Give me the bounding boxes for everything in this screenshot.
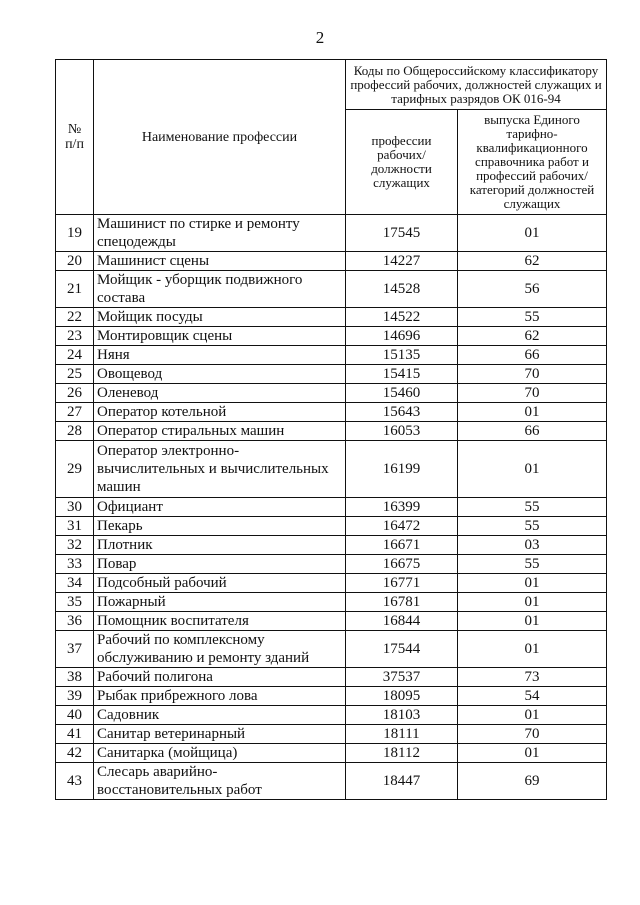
profession-name: Плотник [94,536,346,555]
etks-code: 55 [458,517,607,536]
professions-table [55,59,607,800]
table-row [56,346,607,365]
row-number: 19 [56,215,94,252]
etks-code: 62 [458,327,607,346]
etks-code: 55 [458,498,607,517]
table-body [56,215,607,800]
row-number: 21 [56,271,94,308]
row-number: 24 [56,346,94,365]
etks-code: 01 [458,441,607,498]
profession-code: 14696 [346,327,458,346]
profession-name: Официант [94,498,346,517]
table-row [56,668,607,687]
profession-code: 37537 [346,668,458,687]
row-number: 26 [56,384,94,403]
profession-code: 18111 [346,725,458,744]
profession-code: 18103 [346,706,458,725]
row-number: 37 [56,631,94,668]
profession-code: 15643 [346,403,458,422]
profession-code: 15415 [346,365,458,384]
table-row [56,593,607,612]
row-number: 40 [56,706,94,725]
etks-code: 70 [458,384,607,403]
row-number: 34 [56,574,94,593]
header-code-etks: выпуска Единого тарифно-квалификационного справочника работ и профессий рабочих/категорий должностей служащих [458,110,607,215]
etks-code: 70 [458,725,607,744]
row-number: 22 [56,308,94,327]
profession-name: Пожарный [94,593,346,612]
profession-code: 16399 [346,498,458,517]
table-row [56,252,607,271]
etks-code: 01 [458,612,607,631]
profession-name: Помощник воспитателя [94,612,346,631]
table-row [56,574,607,593]
profession-name: Оленевод [94,384,346,403]
row-number: 32 [56,536,94,555]
profession-code: 16844 [346,612,458,631]
row-number: 38 [56,668,94,687]
profession-name: Подсобный рабочий [94,574,346,593]
profession-code: 17544 [346,631,458,668]
table-row [56,498,607,517]
table-row [56,441,607,498]
row-number: 39 [56,687,94,706]
profession-code: 16771 [346,574,458,593]
table-row [56,536,607,555]
table-row [56,763,607,800]
table-row [56,403,607,422]
profession-name: Рыбак прибрежного лова [94,687,346,706]
etks-code: 66 [458,346,607,365]
profession-name: Мойщик посуды [94,308,346,327]
row-number: 28 [56,422,94,441]
row-number: 33 [56,555,94,574]
row-number: 30 [56,498,94,517]
etks-code: 73 [458,668,607,687]
profession-name: Оператор стиральных машин [94,422,346,441]
etks-code: 01 [458,215,607,252]
profession-name: Садовник [94,706,346,725]
table-row [56,365,607,384]
etks-code: 01 [458,574,607,593]
profession-name: Овощевод [94,365,346,384]
profession-code: 15135 [346,346,458,365]
table-row [56,744,607,763]
etks-code: 01 [458,403,607,422]
profession-name: Рабочий по комплексному обслуживанию и ремонту зданий [94,631,346,668]
row-number: 29 [56,441,94,498]
profession-name: Санитарка (мойщица) [94,744,346,763]
table-row [56,422,607,441]
etks-code: 56 [458,271,607,308]
row-number: 20 [56,252,94,271]
etks-code: 62 [458,252,607,271]
table-row [56,631,607,668]
profession-name: Рабочий полигона [94,668,346,687]
header-code-profession: профессии рабочих/ должности служащих [346,110,458,215]
profession-code: 16199 [346,441,458,498]
profession-code: 14227 [346,252,458,271]
profession-code: 16675 [346,555,458,574]
profession-name: Мойщик - уборщик подвижного состава [94,271,346,308]
profession-code: 16781 [346,593,458,612]
table-row [56,725,607,744]
profession-name: Машинист по стирке и ремонту спецодежды [94,215,346,252]
profession-name: Санитар ветеринарный [94,725,346,744]
row-number: 42 [56,744,94,763]
etks-code: 70 [458,365,607,384]
table-row [56,612,607,631]
profession-code: 16671 [346,536,458,555]
table-row [56,271,607,308]
profession-name: Повар [94,555,346,574]
table-row [56,555,607,574]
etks-code: 55 [458,308,607,327]
profession-name: Машинист сцены [94,252,346,271]
table-row [56,215,607,252]
profession-code: 15460 [346,384,458,403]
etks-code: 54 [458,687,607,706]
profession-code: 14522 [346,308,458,327]
row-number: 31 [56,517,94,536]
etks-code: 66 [458,422,607,441]
profession-name: Пекарь [94,517,346,536]
page-number: 2 [315,28,325,47]
row-number: 36 [56,612,94,631]
profession-name: Монтировщик сцены [94,327,346,346]
profession-code: 18095 [346,687,458,706]
header-codes-group: Коды по Общероссийскому классификатору профессий рабочих, должностей служащих и тарифных разрядов ОК 016-94 [346,60,607,110]
row-number: 23 [56,327,94,346]
header-number: № п/п [56,60,94,215]
etks-code: 01 [458,706,607,725]
row-number: 25 [56,365,94,384]
profession-code: 14528 [346,271,458,308]
profession-code: 18447 [346,763,458,800]
profession-code: 17545 [346,215,458,252]
etks-code: 03 [458,536,607,555]
header-profession-name: Наименование профессии [94,60,346,215]
row-number: 35 [56,593,94,612]
row-number: 27 [56,403,94,422]
table-row [56,706,607,725]
profession-code: 16053 [346,422,458,441]
etks-code: 69 [458,763,607,800]
profession-name: Оператор электронно-вычислительных и вычислительных машин [94,441,346,498]
table-row [56,517,607,536]
table-row [56,308,607,327]
etks-code: 55 [458,555,607,574]
etks-code: 01 [458,744,607,763]
table-header [56,60,607,215]
profession-name: Слесарь аварийно-восстановительных работ [94,763,346,800]
profession-name: Оператор котельной [94,403,346,422]
table-row [56,687,607,706]
profession-code: 18112 [346,744,458,763]
table-row [56,384,607,403]
etks-code: 01 [458,593,607,612]
row-number: 43 [56,763,94,800]
table-row [56,327,607,346]
row-number: 41 [56,725,94,744]
profession-name: Няня [94,346,346,365]
profession-code: 16472 [346,517,458,536]
etks-code: 01 [458,631,607,668]
